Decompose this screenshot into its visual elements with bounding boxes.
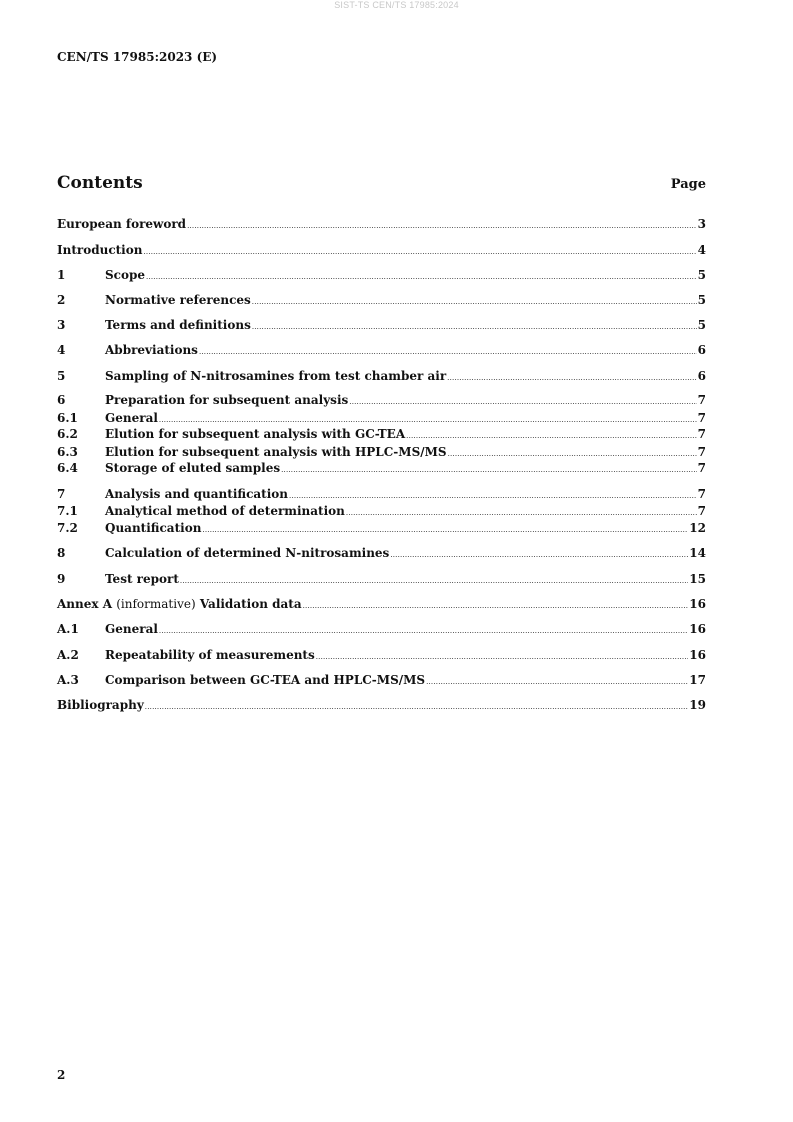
toc-entry-number: 1 bbox=[57, 268, 66, 282]
toc-entry-title: European foreword bbox=[57, 217, 187, 231]
toc-entry-title: Test report bbox=[105, 572, 179, 586]
toc-dot-leader bbox=[390, 547, 688, 563]
toc-dot-leader bbox=[281, 462, 697, 478]
toc-entry-number: 7 bbox=[57, 487, 66, 501]
toc-dot-leader bbox=[303, 598, 689, 614]
toc-entry-number: 6.1 bbox=[57, 411, 78, 425]
annex-title: Validation data bbox=[199, 597, 302, 611]
toc-entry-number: 3 bbox=[57, 318, 66, 332]
toc-entry-page: 5 bbox=[697, 268, 706, 282]
toc-entry-page: 14 bbox=[689, 546, 706, 560]
annex-type: (informative) bbox=[116, 597, 196, 611]
footer-page-number: 2 bbox=[57, 1068, 66, 1082]
toc-entry-title: Elution for subsequent analysis with HPLC-MS/MS bbox=[105, 445, 447, 459]
toc-entry-page: 3 bbox=[697, 217, 706, 231]
toc-entry[interactable] bbox=[57, 672, 706, 688]
toc-dot-leader bbox=[143, 244, 696, 260]
toc-entry-title: General bbox=[105, 622, 158, 636]
toc-entry[interactable] bbox=[57, 571, 706, 587]
toc-entry-title: Normative references bbox=[105, 293, 251, 307]
toc-entry[interactable] bbox=[57, 520, 706, 536]
toc-entry-title: Quantification bbox=[105, 521, 202, 535]
toc-entry-page: 16 bbox=[689, 648, 706, 662]
toc-entry-title: Elution for subsequent analysis with GC-TEA bbox=[105, 427, 406, 441]
toc-dot-leader bbox=[180, 573, 688, 589]
toc-entry[interactable] bbox=[57, 410, 706, 426]
toc-entry-annex[interactable] bbox=[57, 596, 706, 612]
toc-entry-page: 7 bbox=[697, 461, 706, 475]
document-identifier: CEN/TS 17985:2023 (E) bbox=[57, 50, 218, 64]
toc-entry-number: 6 bbox=[57, 393, 66, 407]
toc-entry-number: 2 bbox=[57, 293, 66, 307]
toc-dot-leader bbox=[346, 505, 697, 521]
toc-entry-title: Sampling of N-nitrosamines from test chamber air bbox=[105, 369, 447, 383]
toc-entry[interactable] bbox=[57, 545, 706, 561]
toc-dot-leader bbox=[426, 674, 688, 690]
toc-entry-title: Terms and definitions bbox=[105, 318, 251, 332]
toc-entry-number: A.3 bbox=[57, 673, 79, 687]
toc-entry-page: 7 bbox=[697, 487, 706, 501]
toc-entry-title: Abbreviations bbox=[105, 343, 198, 357]
toc-dot-leader bbox=[202, 522, 688, 538]
toc-entry-title: Analytical method of determination bbox=[105, 504, 345, 518]
toc-dot-leader bbox=[349, 394, 696, 410]
toc-entry-number: A.2 bbox=[57, 648, 79, 662]
toc-dot-leader bbox=[187, 218, 697, 234]
toc-entry[interactable] bbox=[57, 368, 706, 384]
toc-dot-leader bbox=[406, 428, 697, 444]
watermark: SIST-TS CEN/TS 17985:2024 bbox=[334, 0, 459, 10]
toc-entry-number: 7.2 bbox=[57, 521, 78, 535]
toc-entry-title: Introduction bbox=[57, 243, 143, 257]
toc-entry-number: 7.1 bbox=[57, 504, 78, 518]
toc-entry-page: 17 bbox=[689, 673, 706, 687]
toc-entry-page: 16 bbox=[689, 622, 706, 636]
toc-entry[interactable] bbox=[57, 342, 706, 358]
toc-entry-page: 5 bbox=[697, 293, 706, 307]
toc-entry-title: Analysis and quantification bbox=[105, 487, 289, 501]
toc-dot-leader bbox=[146, 269, 697, 285]
toc-dot-leader bbox=[316, 649, 689, 665]
toc-entry[interactable] bbox=[57, 460, 706, 476]
toc-entry-number: 4 bbox=[57, 343, 66, 357]
toc-entry-title: Repeatability of measurements bbox=[105, 648, 315, 662]
toc-entry-page: 7 bbox=[697, 411, 706, 425]
toc-entry[interactable] bbox=[57, 647, 706, 663]
toc-entry[interactable] bbox=[57, 486, 706, 502]
toc-dot-leader bbox=[252, 319, 697, 335]
toc-entry-title: Preparation for subsequent analysis bbox=[105, 393, 349, 407]
toc-dot-leader bbox=[159, 623, 688, 639]
toc-entry[interactable] bbox=[57, 392, 706, 408]
toc-entry-title bbox=[57, 596, 302, 612]
toc-entry-page: 6 bbox=[697, 343, 706, 357]
toc-entry-page: 7 bbox=[697, 445, 706, 459]
toc-entry-title: Scope bbox=[105, 268, 146, 282]
toc-entry-number: 8 bbox=[57, 546, 66, 560]
toc-entry-page: 16 bbox=[689, 597, 706, 611]
toc-entry-number: 9 bbox=[57, 572, 66, 586]
toc-entry[interactable] bbox=[57, 292, 706, 308]
toc-entry-title: Comparison between GC-TEA and HPLC-MS/MS bbox=[105, 673, 426, 687]
contents-heading: Contents bbox=[57, 173, 143, 193]
toc-entry-page: 6 bbox=[697, 369, 706, 383]
toc-entry-page: 5 bbox=[697, 318, 706, 332]
toc-dot-leader bbox=[447, 370, 696, 386]
toc-entry[interactable] bbox=[57, 621, 706, 637]
toc-entry-page: 15 bbox=[689, 572, 706, 586]
annex-label: Annex A bbox=[57, 597, 113, 611]
toc-entry-page: 19 bbox=[689, 698, 706, 712]
toc-entry-page: 7 bbox=[697, 504, 706, 518]
toc-dot-leader bbox=[145, 699, 689, 715]
toc-entry-number: 5 bbox=[57, 369, 66, 383]
toc-entry[interactable] bbox=[57, 267, 706, 283]
toc-entry[interactable] bbox=[57, 697, 706, 713]
toc-entry[interactable] bbox=[57, 444, 706, 460]
toc-entry[interactable] bbox=[57, 317, 706, 333]
toc-entry-title: Bibliography bbox=[57, 698, 144, 712]
toc-entry-page: 7 bbox=[697, 427, 706, 441]
toc-entry[interactable] bbox=[57, 216, 706, 232]
toc-entry-title: Calculation of determined N-nitrosamines bbox=[105, 546, 390, 560]
toc-dot-leader bbox=[252, 294, 697, 310]
toc-entry-page: 12 bbox=[689, 521, 706, 535]
toc-entry-page: 4 bbox=[697, 243, 706, 257]
toc-entry-number: 6.3 bbox=[57, 445, 78, 459]
toc-dot-leader bbox=[199, 344, 697, 360]
toc-entry-number: 6.4 bbox=[57, 461, 78, 475]
toc-entry-title: Storage of eluted samples bbox=[105, 461, 281, 475]
toc-entry[interactable] bbox=[57, 242, 706, 258]
toc-entry[interactable] bbox=[57, 503, 706, 519]
toc-entry-title: General bbox=[105, 411, 158, 425]
toc-dot-leader bbox=[289, 488, 697, 504]
toc-entry[interactable] bbox=[57, 426, 706, 442]
toc-entry-page: 7 bbox=[697, 393, 706, 407]
toc-entry-number: 6.2 bbox=[57, 427, 78, 441]
toc-entry-number: A.1 bbox=[57, 622, 79, 636]
page-column-heading: Page bbox=[670, 177, 706, 192]
